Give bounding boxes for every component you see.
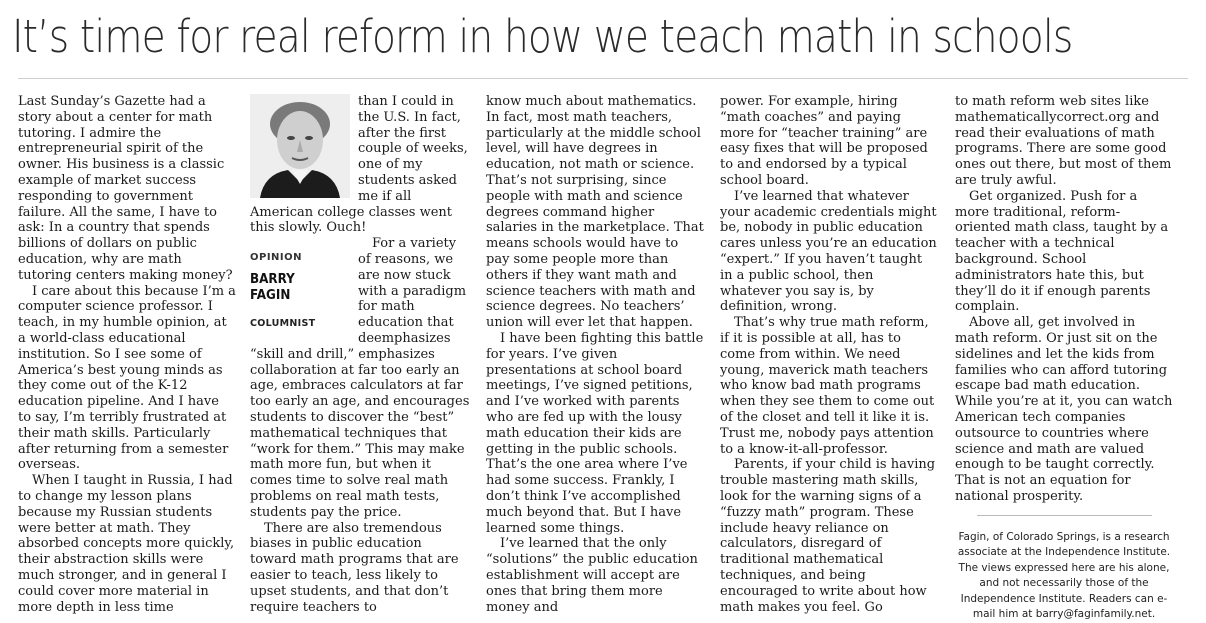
author-bio: Fagin, of Colorado Springs, is a research associate at the Independence Institute. The views expressed here are his alone, and not necessarily those of the Independence Institute. Readers can e-mail him at barry@faginfamily.net. — [957, 530, 1171, 621]
paragraph: Get organized. Push for a more traditional, reform-oriented math class, taught by a teacher with a technical background. School administrators hate this, but they’ll do it if enough parents complain. — [955, 188, 1169, 315]
column-3 — [486, 94, 704, 615]
byline — [250, 250, 350, 332]
column-5 — [955, 94, 1173, 623]
paragraph: I’ve learned that whatever your academic credentials might be, nobody in public education cares unless you’re an education “expert.” If you haven’t taught in a public school, then whatever you say is, by definition, wrong. — [720, 188, 937, 315]
author-first-name: BARRY — [250, 271, 295, 287]
column-1 — [18, 94, 236, 615]
paragraph: For a variety of reasons, we are now stuck with a paradigm for math education that deemphasizes “skill and drill,” emphasizes collaboration at far too early an age, embraces calculators at far too early an age, and encourages students to discover the “best” mathematical techniques that “work for them.” This may make math more fun, but when it comes time to solve real math problems on real math tests, students pay the price. — [250, 236, 470, 520]
paragraph: Parents, if your child is having trouble mastering math skills, look for the warning signs of a “fuzzy math” program. These include heavy reliance on calculators, disregard of traditional mathematical techniques, and being encouraged to write about how math makes you feel. Go — [720, 457, 936, 615]
paragraph: That’s why true math reform, if it is possible at all, has to come from within. We need young, maverick math teachers who know bad math programs when they see them to come out of the closet and tell it like it is. Trust me, nobody pays attention to a know-it-all-professor. — [720, 315, 935, 457]
column-4 — [720, 94, 938, 615]
paragraph: When I taught in Russia, I had to change my lesson plans because my Russian students were better at math. They absorbed concepts more quickly, their abstraction skills were much stronger, and in general I could cover more material in more depth in less time — [18, 473, 235, 615]
columnist-photo — [250, 94, 350, 198]
author-role: COLUMNIST — [250, 317, 316, 329]
paragraph: Last Sunday’s Gazette had a story about a center for math tutoring. I admire the entrepreneurial spirit of the owner. His business is a classic example of market success responding to government failure. All the same, I have to ask: In a country that spends billions of dollars on public education, why are math tutoring centers making money? — [18, 94, 233, 283]
paragraph: than I could in the U.S. In fact, after the first couple of weeks, one of my students asked me if all American college classes went this slowly. Ouch! — [250, 94, 468, 236]
paragraph: power. For example, hiring “math coaches” and paying more for “teacher training” are easy fixes that will be proposed to and endorsed by a typical school board. — [720, 94, 928, 188]
paragraph: to math reform web sites like mathematicallycorrect.org and read their evaluations of math programs. There are some good ones out there, but most of them are truly awful. — [955, 94, 1172, 188]
paragraph: I have been fighting this battle for years. I’ve given presentations at school board meetings, I’ve signed petitions, and I’ve worked with parents who are fed up with the lousy math education their kids are getting in the public schools. That’s the one area where I’ve had some success. Frankly, I don’t think I’ve accomplished much beyond that. But I have learned some things. — [486, 330, 704, 536]
column-2 — [250, 94, 472, 615]
headline: It’s time for real reform in how we teach math in schools — [12, 10, 1073, 63]
section-label: OPINION — [250, 252, 303, 264]
paragraph: I care about this because I’m a computer science professor. I teach, in my humble opinion, at a world-class educational institution. So I see some of America’s best young minds as they come out of the K-12 education pipeline. And I have to say, I’m terribly frustrated at their math skills. Particularly after returning from a semester overseas. — [18, 283, 236, 473]
paragraph: know much about mathematics. In fact, most math teachers, particularly at the middle school level, will have degrees in education, not math or science. That’s not surprising, since people with math and science degrees command higher salaries in the marketplace. That means schools would have to pay some people more than others if they want math and science teachers with math and science degrees. No teachers’ union will ever let that happen. — [486, 94, 704, 331]
headline-rule — [18, 78, 1188, 79]
bio-divider — [977, 515, 1152, 516]
paragraph: Above all, get involved in math reform. Or just sit on the sidelines and let the kids from families who can afford tutoring escape bad math education. While you’re at it, you can watch American tech companies outsource to countries where science and math are valued enough to be taught correctly. That is not an equation for national prosperity. — [955, 315, 1173, 504]
author-name — [250, 272, 350, 304]
author-last-name: FAGIN — [250, 287, 291, 303]
paragraph: There are also tremendous biases in public education toward math programs that are easier to teach, less likely to upset students, and that don’t require teachers to — [250, 520, 459, 615]
paragraph: I’ve learned that the only “solutions” the public education establishment will accept are ones that bring them more money and — [486, 536, 698, 615]
